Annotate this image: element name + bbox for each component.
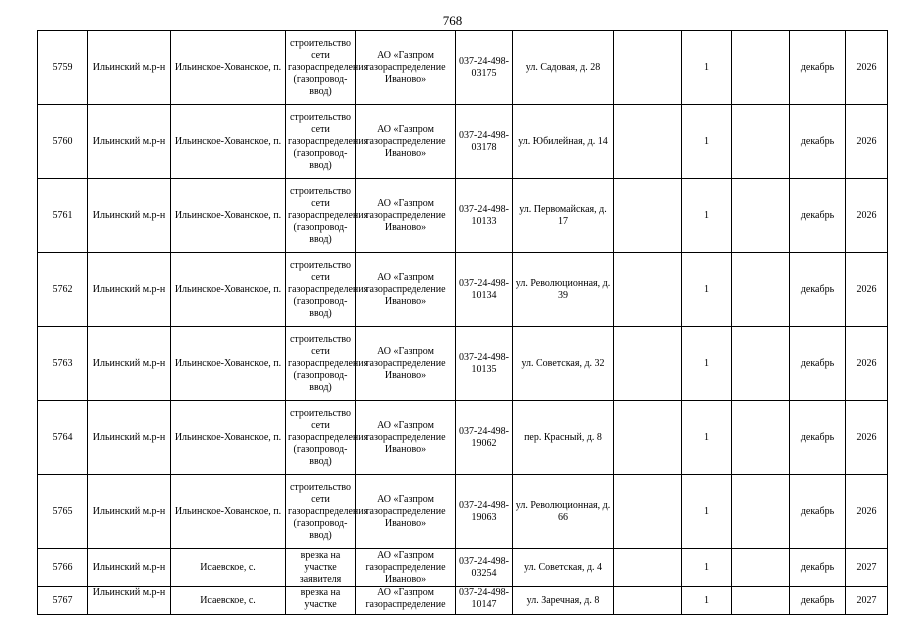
row-number: 5761 (38, 179, 88, 253)
year-cell: 2027 (846, 549, 888, 587)
empty-cell (732, 549, 790, 587)
table-row (38, 549, 888, 587)
address-cell: ул. Юбилейная, д. 14 (513, 105, 614, 179)
table-row (38, 401, 888, 475)
work-type-cell: строительство сети газораспределения (газопровод-ввод) (286, 179, 356, 253)
code-cell: 037-24-498-10135 (456, 327, 513, 401)
quantity-cell: 1 (682, 31, 732, 105)
page-number: 768 (442, 13, 463, 28)
code-cell: 037-24-498-19063 (456, 475, 513, 549)
address-cell: ул. Советская, д. 4 (513, 549, 614, 587)
empty-cell (732, 401, 790, 475)
row-number: 5762 (38, 253, 88, 327)
locality-cell: Исаевское, с. (171, 587, 286, 615)
table-row (38, 327, 888, 401)
code-cell: 037-24-498-10134 (456, 253, 513, 327)
locality-cell: Исаевское, с. (171, 549, 286, 587)
locality-cell: Ильинское-Хованское, п. (171, 31, 286, 105)
month-cell: декабрь (790, 105, 846, 179)
empty-cell (732, 105, 790, 179)
empty-cell (614, 401, 682, 475)
month-cell: декабрь (790, 475, 846, 549)
district-cell: Ильинский м.р-н (88, 475, 171, 549)
table-row (38, 105, 888, 179)
register-table (37, 30, 888, 615)
organization-cell: АО «Газпром газораспределение Иваново» (356, 549, 456, 587)
month-cell: декабрь (790, 327, 846, 401)
month-cell: декабрь (790, 549, 846, 587)
quantity-cell: 1 (682, 587, 732, 615)
locality-cell: Ильинское-Хованское, п. (171, 401, 286, 475)
district-cell: Ильинский м.р-н (88, 327, 171, 401)
locality-cell: Ильинское-Хованское, п. (171, 105, 286, 179)
quantity-cell: 1 (682, 401, 732, 475)
quantity-cell: 1 (682, 179, 732, 253)
work-type-cell: врезка на участке (286, 587, 356, 615)
work-type-cell: строительство сети газораспределения (газопровод-ввод) (286, 31, 356, 105)
table-row (38, 475, 888, 549)
row-number: 5765 (38, 475, 88, 549)
district-cell: Ильинский м.р-н (88, 31, 171, 105)
address-cell: пер. Красный, д. 8 (513, 401, 614, 475)
year-cell: 2026 (846, 401, 888, 475)
year-cell: 2026 (846, 253, 888, 327)
district-cell: Ильинский м.р-н (88, 549, 171, 587)
empty-cell (732, 587, 790, 615)
month-cell: декабрь (790, 253, 846, 327)
locality-cell: Ильинское-Хованское, п. (171, 475, 286, 549)
row-number: 5766 (38, 549, 88, 587)
empty-cell (614, 31, 682, 105)
district-cell: Ильинский м.р-н (88, 253, 171, 327)
empty-cell (614, 253, 682, 327)
code-cell: 037-24-498-10133 (456, 179, 513, 253)
month-cell: декабрь (790, 401, 846, 475)
district-cell: Ильинский м.р-н (88, 587, 171, 615)
month-cell: декабрь (790, 31, 846, 105)
empty-cell (614, 475, 682, 549)
work-type-cell: строительство сети газораспределения (газопровод-ввод) (286, 105, 356, 179)
empty-cell (614, 587, 682, 615)
year-cell: 2026 (846, 179, 888, 253)
empty-cell (614, 179, 682, 253)
organization-cell: АО «Газпром газораспределение Иваново» (356, 31, 456, 105)
address-cell: ул. Первомайская, д. 17 (513, 179, 614, 253)
address-cell: ул. Советская, д. 32 (513, 327, 614, 401)
organization-cell: АО «Газпром газораспределение Иваново» (356, 105, 456, 179)
code-cell: 037-24-498-03175 (456, 31, 513, 105)
address-cell: ул. Революционная, д. 39 (513, 253, 614, 327)
table-row (38, 587, 888, 615)
address-cell: ул. Садовая, д. 28 (513, 31, 614, 105)
code-cell: 037-24-498-10147 (456, 587, 513, 615)
quantity-cell: 1 (682, 327, 732, 401)
work-type-cell: строительство сети газораспределения (газопровод-ввод) (286, 253, 356, 327)
empty-cell (732, 327, 790, 401)
empty-cell (732, 253, 790, 327)
row-number: 5764 (38, 401, 88, 475)
organization-cell: АО «Газпром газораспределение (356, 587, 456, 615)
year-cell: 2026 (846, 475, 888, 549)
row-number: 5763 (38, 327, 88, 401)
empty-cell (732, 179, 790, 253)
empty-cell (732, 475, 790, 549)
quantity-cell: 1 (682, 549, 732, 587)
address-cell: ул. Заречная, д. 8 (513, 587, 614, 615)
organization-cell: АО «Газпром газораспределение Иваново» (356, 327, 456, 401)
district-cell: Ильинский м.р-н (88, 105, 171, 179)
month-cell: декабрь (790, 179, 846, 253)
organization-cell: АО «Газпром газораспределение Иваново» (356, 253, 456, 327)
district-cell: Ильинский м.р-н (88, 401, 171, 475)
locality-cell: Ильинское-Хованское, п. (171, 327, 286, 401)
code-cell: 037-24-498-03178 (456, 105, 513, 179)
code-cell: 037-24-498-19062 (456, 401, 513, 475)
organization-cell: АО «Газпром газораспределение Иваново» (356, 475, 456, 549)
work-type-cell: строительство сети газораспределения (газопровод-ввод) (286, 327, 356, 401)
year-cell: 2027 (846, 587, 888, 615)
year-cell: 2026 (846, 105, 888, 179)
work-type-cell: врезка на участке заявителя (286, 549, 356, 587)
locality-cell: Ильинское-Хованское, п. (171, 179, 286, 253)
empty-cell (614, 549, 682, 587)
organization-cell: АО «Газпром газораспределение Иваново» (356, 401, 456, 475)
table-row (38, 179, 888, 253)
empty-cell (614, 327, 682, 401)
row-number: 5759 (38, 31, 88, 105)
organization-cell: АО «Газпром газораспределение Иваново» (356, 179, 456, 253)
year-cell: 2026 (846, 31, 888, 105)
work-type-cell: строительство сети газораспределения (газопровод-ввод) (286, 475, 356, 549)
code-cell: 037-24-498-03254 (456, 549, 513, 587)
quantity-cell: 1 (682, 105, 732, 179)
table-row (38, 31, 888, 105)
quantity-cell: 1 (682, 253, 732, 327)
year-cell: 2026 (846, 327, 888, 401)
row-number: 5767 (38, 587, 88, 615)
work-type-cell: строительство сети газораспределения (газопровод-ввод) (286, 401, 356, 475)
table-row (38, 253, 888, 327)
row-number: 5760 (38, 105, 88, 179)
month-cell: декабрь (790, 587, 846, 615)
empty-cell (614, 105, 682, 179)
empty-cell (732, 31, 790, 105)
locality-cell: Ильинское-Хованское, п. (171, 253, 286, 327)
address-cell: ул. Революционная, д. 66 (513, 475, 614, 549)
quantity-cell: 1 (682, 475, 732, 549)
district-cell: Ильинский м.р-н (88, 179, 171, 253)
